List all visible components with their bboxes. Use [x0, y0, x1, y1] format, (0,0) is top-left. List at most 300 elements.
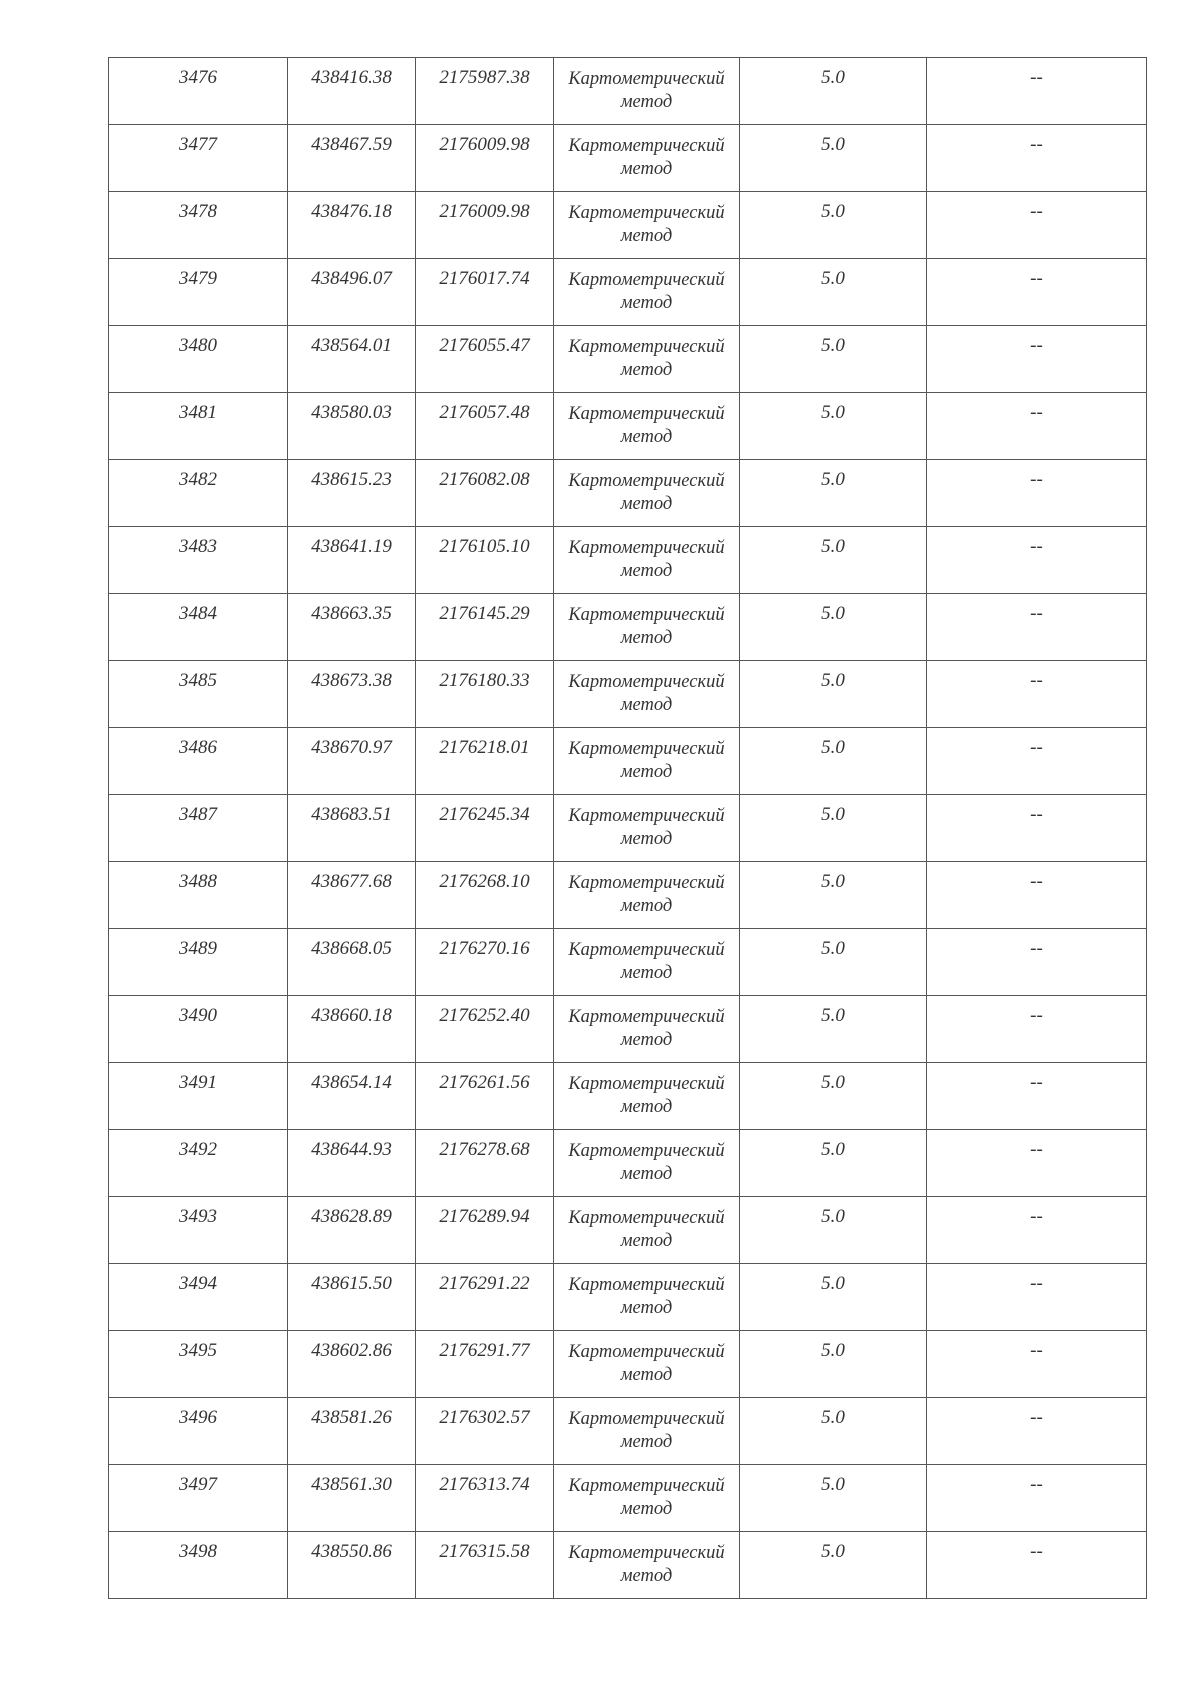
- note-cell: [927, 393, 1147, 460]
- table-row: [109, 1331, 1147, 1398]
- method-cell: [554, 1063, 740, 1130]
- note-cell-text: --: [1030, 201, 1043, 222]
- point-number-cell-text: 3492: [179, 1139, 217, 1160]
- method-cell-text: Картометрический метод: [568, 1141, 725, 1184]
- method-cell-text: Картометрический метод: [568, 471, 725, 514]
- point-number-cell-text: 3479: [179, 268, 217, 289]
- x-coordinate-cell: [288, 929, 416, 996]
- accuracy-cell-text: 5.0: [821, 335, 845, 356]
- x-coordinate-cell-text: 438467.59: [311, 134, 392, 155]
- method-cell-text: Картометрический метод: [568, 270, 725, 313]
- method-cell-text: Картометрический метод: [568, 538, 725, 581]
- coordinates-table: [108, 57, 1147, 1599]
- accuracy-cell-text: 5.0: [821, 67, 845, 88]
- method-cell-text: Картометрический метод: [568, 1476, 725, 1519]
- x-coordinate-cell: [288, 795, 416, 862]
- table-row: [109, 862, 1147, 929]
- accuracy-cell-text: 5.0: [821, 1139, 845, 1160]
- accuracy-cell: [740, 929, 927, 996]
- note-cell-text: --: [1030, 670, 1043, 691]
- accuracy-cell: [740, 661, 927, 728]
- x-coordinate-cell: [288, 1264, 416, 1331]
- table-row: [109, 929, 1147, 996]
- table-row: [109, 728, 1147, 795]
- accuracy-cell-text: 5.0: [821, 938, 845, 959]
- note-cell-text: --: [1030, 938, 1043, 959]
- y-coordinate-cell-text: 2176278.68: [439, 1139, 530, 1160]
- method-cell: [554, 460, 740, 527]
- y-coordinate-cell-text: 2176105.10: [439, 536, 530, 557]
- method-cell-text: Картометрический метод: [568, 739, 725, 782]
- y-coordinate-cell: [416, 527, 554, 594]
- y-coordinate-cell-text: 2176218.01: [439, 737, 530, 758]
- point-number-cell-text: 3481: [179, 402, 217, 423]
- accuracy-cell-text: 5.0: [821, 134, 845, 155]
- note-cell-text: --: [1030, 67, 1043, 88]
- note-cell-text: --: [1030, 1541, 1043, 1562]
- point-number-cell-text: 3490: [179, 1005, 217, 1026]
- y-coordinate-cell: [416, 1197, 554, 1264]
- note-cell-text: --: [1030, 1206, 1043, 1227]
- x-coordinate-cell: [288, 58, 416, 125]
- y-coordinate-cell-text: 2176245.34: [439, 804, 530, 825]
- note-cell-text: --: [1030, 1340, 1043, 1361]
- x-coordinate-cell-text: 438677.68: [311, 871, 392, 892]
- point-number-cell: [109, 1465, 288, 1532]
- method-cell: [554, 728, 740, 795]
- method-cell: [554, 929, 740, 996]
- accuracy-cell: [740, 125, 927, 192]
- y-coordinate-cell-text: 2176315.58: [439, 1541, 530, 1562]
- note-cell: [927, 795, 1147, 862]
- accuracy-cell-text: 5.0: [821, 1340, 845, 1361]
- x-coordinate-cell-text: 438641.19: [311, 536, 392, 557]
- accuracy-cell-text: 5.0: [821, 268, 845, 289]
- note-cell: [927, 192, 1147, 259]
- y-coordinate-cell-text: 2176145.29: [439, 603, 530, 624]
- x-coordinate-cell: [288, 594, 416, 661]
- x-coordinate-cell: [288, 125, 416, 192]
- y-coordinate-cell: [416, 1532, 554, 1599]
- note-cell: [927, 862, 1147, 929]
- y-coordinate-cell: [416, 929, 554, 996]
- method-cell-text: Картометрический метод: [568, 1409, 725, 1452]
- accuracy-cell-text: 5.0: [821, 1474, 845, 1495]
- note-cell-text: --: [1030, 536, 1043, 557]
- method-cell-text: Картометрический метод: [568, 1208, 725, 1251]
- y-coordinate-cell: [416, 594, 554, 661]
- method-cell: [554, 393, 740, 460]
- point-number-cell: [109, 1331, 288, 1398]
- method-cell-text: Картометрический метод: [568, 1275, 725, 1318]
- x-coordinate-cell-text: 438663.35: [311, 603, 392, 624]
- note-cell: [927, 326, 1147, 393]
- x-coordinate-cell-text: 438660.18: [311, 1005, 392, 1026]
- table-row: [109, 661, 1147, 728]
- point-number-cell-text: 3493: [179, 1206, 217, 1227]
- point-number-cell: [109, 1130, 288, 1197]
- point-number-cell-text: 3480: [179, 335, 217, 356]
- method-cell-text: Картометрический метод: [568, 873, 725, 916]
- table-row: [109, 1398, 1147, 1465]
- note-cell: [927, 1264, 1147, 1331]
- accuracy-cell: [740, 1532, 927, 1599]
- accuracy-cell: [740, 460, 927, 527]
- x-coordinate-cell: [288, 1130, 416, 1197]
- accuracy-cell: [740, 1465, 927, 1532]
- point-number-cell-text: 3477: [179, 134, 217, 155]
- y-coordinate-cell: [416, 996, 554, 1063]
- table-row: [109, 1532, 1147, 1599]
- accuracy-cell: [740, 192, 927, 259]
- y-coordinate-cell: [416, 259, 554, 326]
- y-coordinate-cell-text: 2176082.08: [439, 469, 530, 490]
- point-number-cell: [109, 862, 288, 929]
- note-cell: [927, 661, 1147, 728]
- point-number-cell: [109, 527, 288, 594]
- accuracy-cell-text: 5.0: [821, 670, 845, 691]
- note-cell-text: --: [1030, 469, 1043, 490]
- note-cell: [927, 728, 1147, 795]
- y-coordinate-cell: [416, 460, 554, 527]
- y-coordinate-cell: [416, 58, 554, 125]
- note-cell: [927, 594, 1147, 661]
- y-coordinate-cell: [416, 1331, 554, 1398]
- table-row: [109, 58, 1147, 125]
- x-coordinate-cell-text: 438580.03: [311, 402, 392, 423]
- accuracy-cell-text: 5.0: [821, 201, 845, 222]
- table-row: [109, 996, 1147, 1063]
- accuracy-cell: [740, 795, 927, 862]
- point-number-cell-text: 3497: [179, 1474, 217, 1495]
- note-cell: [927, 929, 1147, 996]
- point-number-cell: [109, 58, 288, 125]
- note-cell-text: --: [1030, 871, 1043, 892]
- note-cell: [927, 1130, 1147, 1197]
- note-cell: [927, 527, 1147, 594]
- accuracy-cell: [740, 259, 927, 326]
- point-number-cell: [109, 1197, 288, 1264]
- note-cell-text: --: [1030, 1005, 1043, 1026]
- point-number-cell: [109, 393, 288, 460]
- note-cell: [927, 1063, 1147, 1130]
- method-cell: [554, 1264, 740, 1331]
- point-number-cell-text: 3498: [179, 1541, 217, 1562]
- x-coordinate-cell-text: 438673.38: [311, 670, 392, 691]
- y-coordinate-cell-text: 2176289.94: [439, 1206, 530, 1227]
- y-coordinate-cell-text: 2175987.38: [439, 67, 530, 88]
- accuracy-cell-text: 5.0: [821, 1072, 845, 1093]
- x-coordinate-cell: [288, 460, 416, 527]
- note-cell: [927, 460, 1147, 527]
- accuracy-cell-text: 5.0: [821, 536, 845, 557]
- note-cell-text: --: [1030, 1072, 1043, 1093]
- table-row: [109, 1197, 1147, 1264]
- note-cell: [927, 125, 1147, 192]
- method-cell-text: Картометрический метод: [568, 1074, 725, 1117]
- y-coordinate-cell-text: 2176313.74: [439, 1474, 530, 1495]
- method-cell: [554, 1130, 740, 1197]
- x-coordinate-cell: [288, 393, 416, 460]
- point-number-cell: [109, 594, 288, 661]
- point-number-cell: [109, 259, 288, 326]
- table-row: [109, 125, 1147, 192]
- x-coordinate-cell-text: 438476.18: [311, 201, 392, 222]
- accuracy-cell-text: 5.0: [821, 1005, 845, 1026]
- x-coordinate-cell: [288, 661, 416, 728]
- table-row: [109, 594, 1147, 661]
- accuracy-cell-text: 5.0: [821, 737, 845, 758]
- method-cell-text: Картометрический метод: [568, 672, 725, 715]
- method-cell: [554, 1197, 740, 1264]
- x-coordinate-cell-text: 438496.07: [311, 268, 392, 289]
- table-row: [109, 795, 1147, 862]
- note-cell-text: --: [1030, 804, 1043, 825]
- point-number-cell: [109, 125, 288, 192]
- table-row: [109, 192, 1147, 259]
- accuracy-cell-text: 5.0: [821, 1407, 845, 1428]
- method-cell: [554, 259, 740, 326]
- point-number-cell: [109, 1063, 288, 1130]
- accuracy-cell: [740, 393, 927, 460]
- point-number-cell-text: 3486: [179, 737, 217, 758]
- note-cell: [927, 1197, 1147, 1264]
- x-coordinate-cell-text: 438644.93: [311, 1139, 392, 1160]
- point-number-cell-text: 3482: [179, 469, 217, 490]
- x-coordinate-cell: [288, 1532, 416, 1599]
- y-coordinate-cell-text: 2176180.33: [439, 670, 530, 691]
- point-number-cell: [109, 192, 288, 259]
- y-coordinate-cell: [416, 1465, 554, 1532]
- method-cell-text: Картометрический метод: [568, 1007, 725, 1050]
- accuracy-cell-text: 5.0: [821, 603, 845, 624]
- accuracy-cell: [740, 527, 927, 594]
- x-coordinate-cell: [288, 1465, 416, 1532]
- point-number-cell: [109, 661, 288, 728]
- accuracy-cell: [740, 1130, 927, 1197]
- y-coordinate-cell: [416, 192, 554, 259]
- point-number-cell-text: 3487: [179, 804, 217, 825]
- accuracy-cell: [740, 1063, 927, 1130]
- y-coordinate-cell: [416, 795, 554, 862]
- method-cell-text: Картометрический метод: [568, 1543, 725, 1586]
- point-number-cell: [109, 460, 288, 527]
- accuracy-cell-text: 5.0: [821, 1273, 845, 1294]
- table-row: [109, 393, 1147, 460]
- point-number-cell: [109, 929, 288, 996]
- y-coordinate-cell: [416, 393, 554, 460]
- accuracy-cell-text: 5.0: [821, 402, 845, 423]
- method-cell-text: Картометрический метод: [568, 1342, 725, 1385]
- y-coordinate-cell-text: 2176009.98: [439, 134, 530, 155]
- point-number-cell-text: 3478: [179, 201, 217, 222]
- table-row: [109, 460, 1147, 527]
- method-cell: [554, 996, 740, 1063]
- point-number-cell-text: 3483: [179, 536, 217, 557]
- x-coordinate-cell-text: 438561.30: [311, 1474, 392, 1495]
- method-cell: [554, 1398, 740, 1465]
- accuracy-cell: [740, 1197, 927, 1264]
- point-number-cell-text: 3491: [179, 1072, 217, 1093]
- accuracy-cell: [740, 862, 927, 929]
- x-coordinate-cell: [288, 1398, 416, 1465]
- y-coordinate-cell: [416, 728, 554, 795]
- point-number-cell: [109, 1532, 288, 1599]
- x-coordinate-cell-text: 438654.14: [311, 1072, 392, 1093]
- accuracy-cell-text: 5.0: [821, 1541, 845, 1562]
- note-cell: [927, 996, 1147, 1063]
- table-row: [109, 1063, 1147, 1130]
- x-coordinate-cell-text: 438628.89: [311, 1206, 392, 1227]
- accuracy-cell: [740, 1398, 927, 1465]
- method-cell: [554, 594, 740, 661]
- accuracy-cell-text: 5.0: [821, 804, 845, 825]
- method-cell-text: Картометрический метод: [568, 605, 725, 648]
- x-coordinate-cell: [288, 1063, 416, 1130]
- accuracy-cell: [740, 996, 927, 1063]
- x-coordinate-cell: [288, 862, 416, 929]
- point-number-cell: [109, 1264, 288, 1331]
- x-coordinate-cell: [288, 996, 416, 1063]
- y-coordinate-cell-text: 2176252.40: [439, 1005, 530, 1026]
- method-cell: [554, 1532, 740, 1599]
- method-cell-text: Картометрический метод: [568, 940, 725, 983]
- point-number-cell-text: 3496: [179, 1407, 217, 1428]
- x-coordinate-cell: [288, 527, 416, 594]
- accuracy-cell: [740, 1331, 927, 1398]
- note-cell-text: --: [1030, 335, 1043, 356]
- note-cell: [927, 1465, 1147, 1532]
- accuracy-cell: [740, 1264, 927, 1331]
- x-coordinate-cell-text: 438683.51: [311, 804, 392, 825]
- x-coordinate-cell-text: 438602.86: [311, 1340, 392, 1361]
- y-coordinate-cell: [416, 862, 554, 929]
- table-row: [109, 1264, 1147, 1331]
- point-number-cell-text: 3494: [179, 1273, 217, 1294]
- accuracy-cell-text: 5.0: [821, 871, 845, 892]
- x-coordinate-cell-text: 438550.86: [311, 1541, 392, 1562]
- x-coordinate-cell: [288, 1331, 416, 1398]
- x-coordinate-cell-text: 438615.50: [311, 1273, 392, 1294]
- y-coordinate-cell-text: 2176017.74: [439, 268, 530, 289]
- note-cell-text: --: [1030, 1273, 1043, 1294]
- x-coordinate-cell: [288, 192, 416, 259]
- accuracy-cell: [740, 326, 927, 393]
- point-number-cell: [109, 326, 288, 393]
- table-row: [109, 1465, 1147, 1532]
- method-cell: [554, 661, 740, 728]
- x-coordinate-cell-text: 438668.05: [311, 938, 392, 959]
- method-cell: [554, 862, 740, 929]
- x-coordinate-cell-text: 438416.38: [311, 67, 392, 88]
- accuracy-cell: [740, 594, 927, 661]
- note-cell-text: --: [1030, 737, 1043, 758]
- accuracy-cell: [740, 728, 927, 795]
- method-cell: [554, 125, 740, 192]
- method-cell-text: Картометрический метод: [568, 136, 725, 179]
- x-coordinate-cell: [288, 1197, 416, 1264]
- method-cell-text: Картометрический метод: [568, 806, 725, 849]
- x-coordinate-cell-text: 438581.26: [311, 1407, 392, 1428]
- note-cell: [927, 1532, 1147, 1599]
- point-number-cell-text: 3476: [179, 67, 217, 88]
- method-cell-text: Картометрический метод: [568, 337, 725, 380]
- x-coordinate-cell: [288, 728, 416, 795]
- y-coordinate-cell-text: 2176291.22: [439, 1273, 530, 1294]
- y-coordinate-cell-text: 2176057.48: [439, 402, 530, 423]
- method-cell: [554, 58, 740, 125]
- y-coordinate-cell: [416, 1063, 554, 1130]
- y-coordinate-cell-text: 2176291.77: [439, 1340, 530, 1361]
- point-number-cell-text: 3485: [179, 670, 217, 691]
- y-coordinate-cell: [416, 125, 554, 192]
- y-coordinate-cell-text: 2176270.16: [439, 938, 530, 959]
- point-number-cell-text: 3484: [179, 603, 217, 624]
- y-coordinate-cell-text: 2176261.56: [439, 1072, 530, 1093]
- method-cell: [554, 1465, 740, 1532]
- coordinates-table-body: [109, 58, 1147, 1599]
- x-coordinate-cell-text: 438615.23: [311, 469, 392, 490]
- note-cell-text: --: [1030, 1139, 1043, 1160]
- y-coordinate-cell-text: 2176055.47: [439, 335, 530, 356]
- method-cell: [554, 326, 740, 393]
- note-cell-text: --: [1030, 402, 1043, 423]
- method-cell-text: Картометрический метод: [568, 203, 725, 246]
- note-cell: [927, 1398, 1147, 1465]
- table-row: [109, 527, 1147, 594]
- point-number-cell: [109, 1398, 288, 1465]
- table-row: [109, 326, 1147, 393]
- note-cell-text: --: [1030, 1474, 1043, 1495]
- x-coordinate-cell: [288, 259, 416, 326]
- note-cell-text: --: [1030, 603, 1043, 624]
- table-row: [109, 1130, 1147, 1197]
- note-cell: [927, 1331, 1147, 1398]
- method-cell: [554, 1331, 740, 1398]
- accuracy-cell-text: 5.0: [821, 469, 845, 490]
- note-cell: [927, 58, 1147, 125]
- point-number-cell: [109, 795, 288, 862]
- note-cell-text: --: [1030, 268, 1043, 289]
- y-coordinate-cell: [416, 1130, 554, 1197]
- method-cell: [554, 527, 740, 594]
- y-coordinate-cell: [416, 326, 554, 393]
- point-number-cell: [109, 728, 288, 795]
- point-number-cell-text: 3489: [179, 938, 217, 959]
- x-coordinate-cell: [288, 326, 416, 393]
- note-cell: [927, 259, 1147, 326]
- point-number-cell-text: 3488: [179, 871, 217, 892]
- table-row: [109, 259, 1147, 326]
- method-cell: [554, 192, 740, 259]
- x-coordinate-cell-text: 438564.01: [311, 335, 392, 356]
- accuracy-cell: [740, 58, 927, 125]
- method-cell-text: Картометрический метод: [568, 404, 725, 447]
- y-coordinate-cell-text: 2176009.98: [439, 201, 530, 222]
- point-number-cell: [109, 996, 288, 1063]
- accuracy-cell-text: 5.0: [821, 1206, 845, 1227]
- y-coordinate-cell: [416, 1264, 554, 1331]
- y-coordinate-cell-text: 2176302.57: [439, 1407, 530, 1428]
- x-coordinate-cell-text: 438670.97: [311, 737, 392, 758]
- method-cell-text: Картометрический метод: [568, 69, 725, 112]
- y-coordinate-cell: [416, 1398, 554, 1465]
- method-cell: [554, 795, 740, 862]
- y-coordinate-cell: [416, 661, 554, 728]
- note-cell-text: --: [1030, 1407, 1043, 1428]
- point-number-cell-text: 3495: [179, 1340, 217, 1361]
- y-coordinate-cell-text: 2176268.10: [439, 871, 530, 892]
